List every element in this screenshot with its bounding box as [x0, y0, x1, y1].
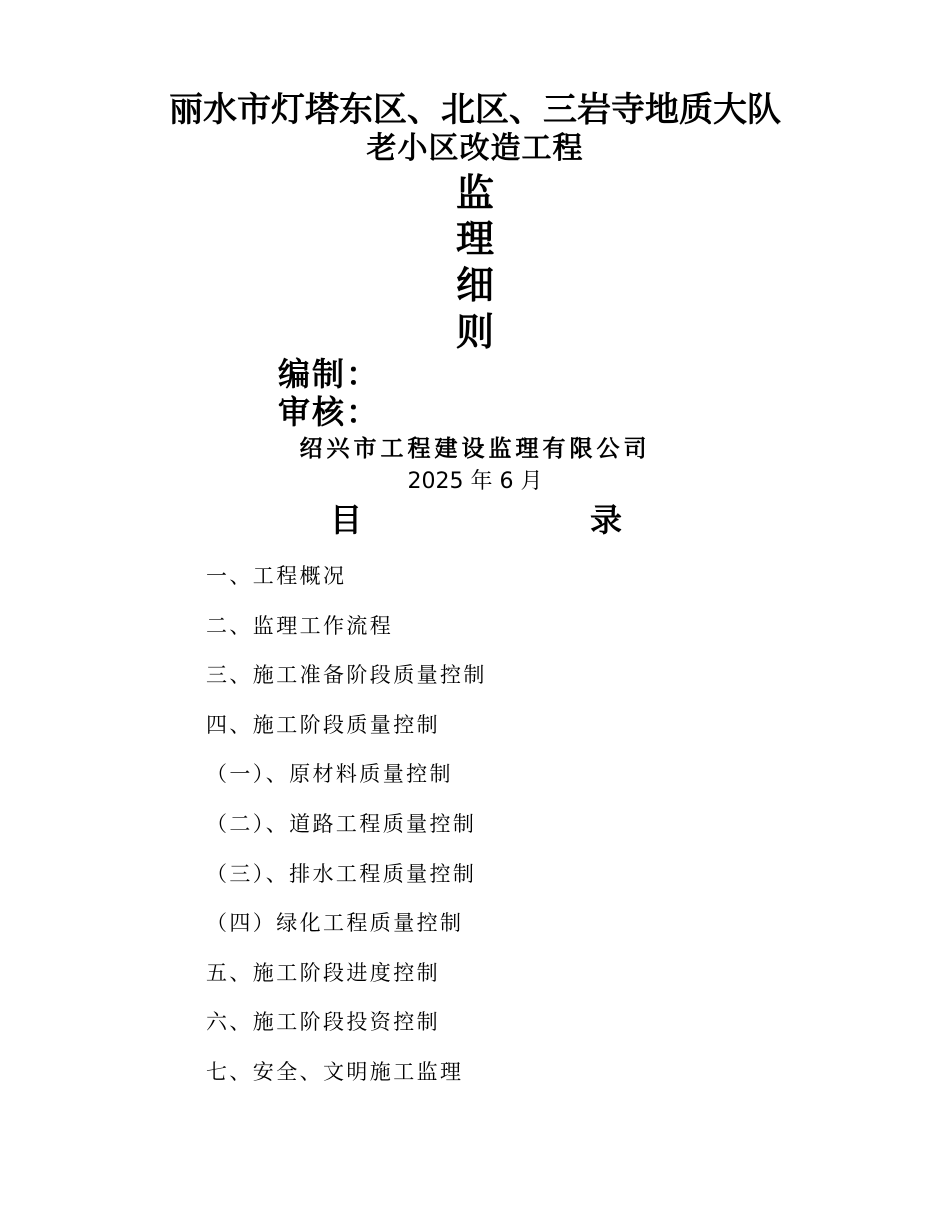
- company-name: 绍兴市工程建设监理有限公司: [299, 435, 651, 462]
- project-title: 丽水市灯塔东区、北区、三岩寺地质大队: [169, 90, 781, 130]
- toc-item: （四）绿化工程质量控制: [206, 911, 464, 936]
- toc-item: 四、施工阶段质量控制: [206, 712, 440, 737]
- toc-item: 二、监理工作流程: [206, 613, 394, 638]
- toc-item: （二）、道路工程质量控制: [206, 811, 477, 836]
- document-type-char-3: 细: [455, 262, 494, 307]
- toc-item: 七、安全、文明施工监理: [206, 1059, 464, 1084]
- toc-item: 一、工程概况: [206, 564, 347, 588]
- toc-item: （三）、排水工程质量控制: [206, 861, 477, 886]
- document-date: 2025 年 6 月: [407, 469, 543, 494]
- table-of-contents: [206, 556, 487, 1102]
- toc-item: （一）、原材料质量控制: [206, 762, 453, 787]
- toc-item: 五、施工阶段进度控制: [206, 960, 440, 985]
- toc-heading-left: 目: [330, 501, 363, 539]
- compiled-by-label: 编制：: [278, 355, 381, 393]
- toc-heading-right: 录: [590, 501, 623, 539]
- toc-item: 六、施工阶段投资控制: [206, 1010, 440, 1035]
- project-subtitle: 老小区改造工程: [366, 131, 584, 166]
- document-type-char-4: 则: [455, 309, 494, 354]
- reviewed-by-label: 审核：: [278, 393, 381, 431]
- document-type-char-1: 监: [455, 170, 494, 215]
- toc-item: 三、施工准备阶段质量控制: [206, 663, 487, 688]
- document-type-char-2: 理: [455, 216, 494, 261]
